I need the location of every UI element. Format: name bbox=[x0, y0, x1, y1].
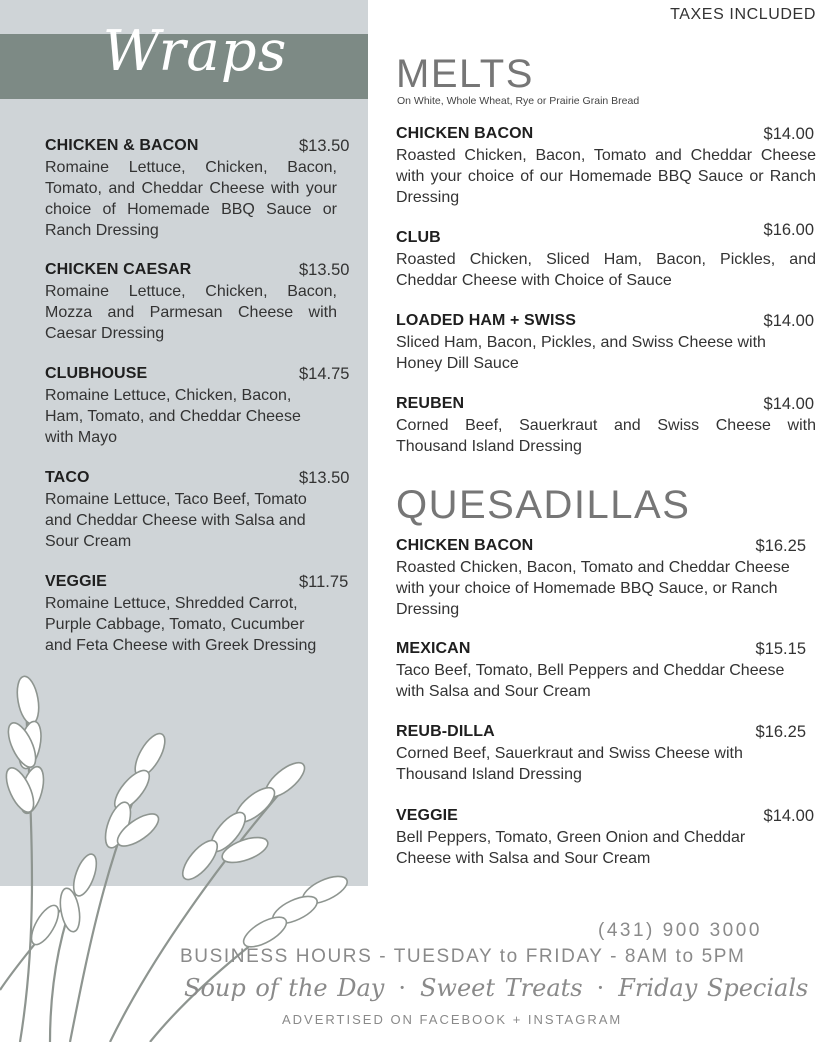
item-name: CHICKEN & BACON bbox=[45, 137, 199, 154]
item-name: VEGGIE bbox=[396, 807, 458, 824]
separator-dot: · bbox=[596, 974, 605, 1002]
wrap-item-chicken-caesar bbox=[45, 260, 355, 344]
item-name: MEXICAN bbox=[396, 640, 471, 657]
item-description: Corned Beef, Sauerkraut and Swiss Cheese with Thousand Island Dressing bbox=[396, 417, 816, 455]
item-description: Romaine Lettuce, Shredded Carrot, Purple Cabbage, Tomato, Cucumber and Feta Cheese with Greek Dressing bbox=[45, 595, 317, 654]
item-description: Romaine Lettuce, Chicken, Bacon, Mozza and Parmesan Cheese with Caesar Dressing bbox=[45, 283, 337, 342]
melt-item-loaded-ham-swiss bbox=[396, 311, 818, 374]
item-description: Romaine Lettuce, Chicken, Bacon, Tomato, and Cheddar Cheese with your choice of Homemade BBQ Sauce or Ranch Dressing bbox=[45, 159, 337, 239]
item-description: Romaine Lettuce, Chicken, Bacon, Ham, Tomato, and Cheddar Cheese with Mayo bbox=[45, 387, 301, 446]
item-price: $16.25 bbox=[755, 537, 806, 555]
special-sweet-treats: Sweet Treats bbox=[419, 974, 583, 1002]
item-price: $14.75 bbox=[299, 365, 350, 383]
item-description: Roasted Chicken, Bacon, Tomato and Cheddar Cheese with your choice of Homemade BBQ Sauce, or Ranch Dressing bbox=[396, 559, 790, 618]
item-price: $14.00 bbox=[763, 125, 814, 143]
item-price: $16.00 bbox=[763, 221, 814, 239]
wrap-item-clubhouse bbox=[45, 364, 355, 448]
item-name: CLUBHOUSE bbox=[45, 365, 148, 382]
quesadilla-item-chicken-bacon bbox=[396, 536, 810, 620]
wraps-title: Wraps bbox=[102, 19, 288, 84]
item-price: $13.50 bbox=[299, 137, 350, 155]
melts-title: MELTS bbox=[396, 52, 534, 96]
business-hours: BUSINESS HOURS - TUESDAY to FRIDAY - 8AM to 5PM bbox=[180, 946, 746, 967]
phone-number: (431) 900 3000 bbox=[598, 920, 762, 941]
item-price: $11.75 bbox=[299, 573, 349, 591]
item-price: $16.25 bbox=[755, 723, 806, 741]
item-name: REUB-DILLA bbox=[396, 723, 495, 740]
quesadilla-item-veggie bbox=[396, 806, 818, 869]
item-name: CHICKEN CAESAR bbox=[45, 261, 192, 278]
special-soup: Soup of the Day bbox=[184, 974, 385, 1002]
item-description: Roasted Chicken, Bacon, Tomato and Cheddar Cheese with your choice of our Homemade BBQ Sauce or Ranch Dressing bbox=[396, 147, 816, 206]
melt-item-club bbox=[396, 220, 818, 291]
item-name: CHICKEN BACON bbox=[396, 125, 534, 142]
item-price: $14.00 bbox=[763, 312, 814, 330]
special-friday: Friday Specials bbox=[618, 974, 809, 1002]
item-name: VEGGIE bbox=[45, 573, 107, 590]
item-description: Romaine Lettuce, Taco Beef, Tomato and Cheddar Cheese with Salsa and Sour Cream bbox=[45, 491, 307, 550]
taxes-included-note: TAXES INCLUDED bbox=[670, 6, 816, 23]
item-name: CLUB bbox=[396, 229, 441, 246]
wrap-item-veggie bbox=[45, 572, 355, 656]
quesadilla-item-reub-dilla bbox=[396, 722, 810, 785]
item-price: $13.50 bbox=[299, 469, 350, 487]
separator-dot: · bbox=[398, 974, 406, 1002]
item-description: Sliced Ham, Bacon, Pickles, and Swiss Cheese with Honey Dill Sauce bbox=[396, 334, 766, 372]
wrap-item-chicken-bacon bbox=[45, 136, 355, 241]
melt-item-reuben bbox=[396, 394, 818, 457]
melt-item-chicken-bacon bbox=[396, 124, 818, 208]
item-name: LOADED HAM + SWISS bbox=[396, 312, 577, 329]
item-price: $13.50 bbox=[299, 261, 350, 279]
item-name: CHICKEN BACON bbox=[396, 537, 534, 554]
advertised-note: ADVERTISED ON FACEBOOK + INSTAGRAM bbox=[282, 1012, 623, 1027]
specials-line bbox=[184, 974, 808, 1002]
item-price: $14.00 bbox=[763, 807, 814, 825]
quesadilla-item-mexican bbox=[396, 639, 810, 702]
item-name: TACO bbox=[45, 469, 90, 486]
melts-subtitle: On White, Whole Wheat, Rye or Prairie Grain Bread bbox=[397, 95, 640, 107]
item-description: Taco Beef, Tomato, Bell Peppers and Cheddar Cheese with Salsa and Sour Cream bbox=[396, 662, 785, 700]
item-price: $14.00 bbox=[763, 395, 814, 413]
item-description: Bell Peppers, Tomato, Green Onion and Cheddar Cheese with Salsa and Sour Cream bbox=[396, 829, 746, 867]
item-description: Roasted Chicken, Sliced Ham, Bacon, Pickles, and Cheddar Cheese with Choice of Sauce bbox=[396, 251, 816, 289]
item-description: Corned Beef, Sauerkraut and Swiss Cheese with Thousand Island Dressing bbox=[396, 745, 743, 783]
quesadillas-title: QUESADILLAS bbox=[396, 483, 691, 527]
item-price: $15.15 bbox=[755, 640, 806, 658]
wrap-item-taco bbox=[45, 468, 355, 552]
item-name: REUBEN bbox=[396, 395, 465, 412]
